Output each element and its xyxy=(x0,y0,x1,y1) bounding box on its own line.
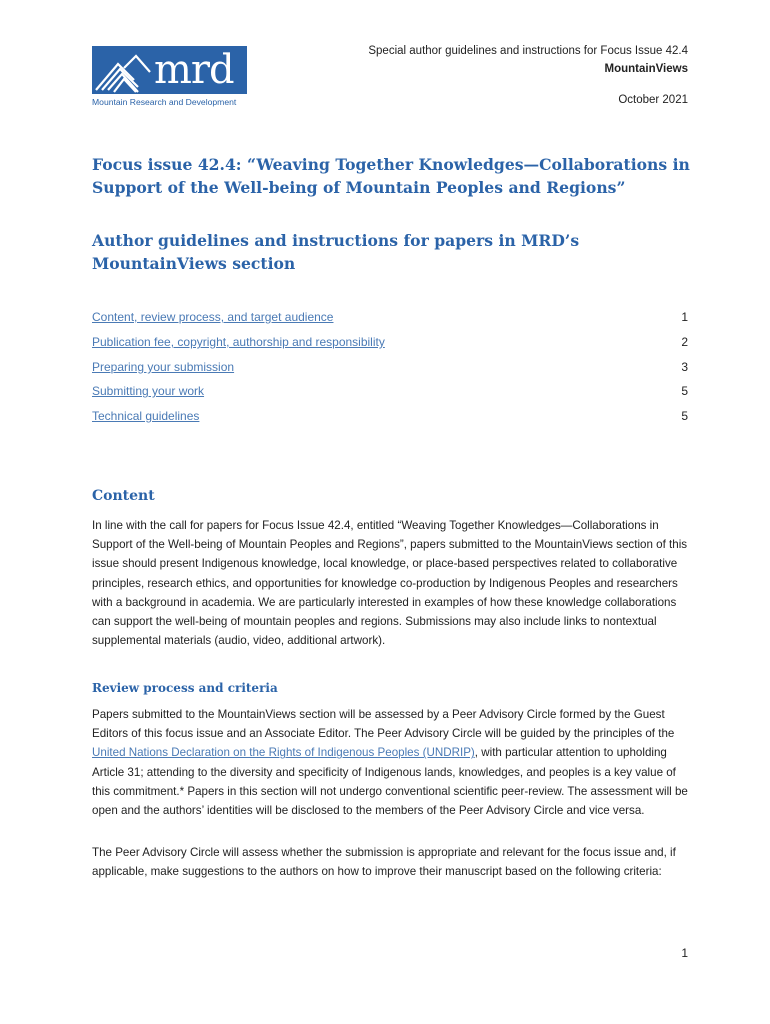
toc-row xyxy=(92,360,688,376)
toc-page-number: 1 xyxy=(681,310,688,324)
toc-page-number: 5 xyxy=(681,384,688,398)
focus-issue-title: Focus issue 42.4: “Weaving Together Knowledges—Collaborations in Support of the Well-being of Mountain Peoples and Regions” xyxy=(92,155,690,197)
undrip-link[interactable]: United Nations Declaration on the Rights of Indigenous Peoples (UNDRIP) xyxy=(92,746,475,760)
review-text-before: Papers submitted to the MountainViews section will be assessed by a Peer Advisory Circle formed by the Guest Editors of this focus issue and an Associate Editor. The Peer Advisory Circle will be guided by the principles of the xyxy=(92,708,675,741)
header-section: MountainViews xyxy=(604,63,688,75)
content-paragraph: In line with the call for papers for Focus Issue 42.4, entitled “Weaving Together Knowledges—Collaborations in Support of the Well-being of Mountain Peoples and Regions”, papers submitted to the MountainViews section of this issue should present Indigenous knowledge, local knowledge, or place-based perspectives related to collaborative principles, research ethics, and opportunities for knowledge co-production by Indigenous Peoples and researchers with a background in academia. We are particularly interested in examples of how these knowledge collaborations can support the well-being of mountain peoples and regions. Submissions may also include links to nontextual supplemental materials (audio, video, additional artwork). xyxy=(92,519,688,648)
logo-box xyxy=(92,46,247,94)
toc-row xyxy=(92,310,688,326)
toc-row xyxy=(92,384,688,400)
content-heading: Content xyxy=(92,488,155,504)
toc-page-number: 2 xyxy=(681,335,688,349)
logo-wordmark: mrd xyxy=(154,47,234,93)
toc-link-content[interactable]: Content, review process, and target audience xyxy=(92,310,334,324)
guidelines-title: Author guidelines and instructions for papers in MRD’s MountainViews section xyxy=(92,231,580,273)
header-date: October 2021 xyxy=(618,94,688,106)
toc-link-preparing[interactable]: Preparing your submission xyxy=(92,360,235,374)
mountain-icon xyxy=(92,46,152,94)
mrd-logo xyxy=(92,46,248,110)
toc-link-submitting[interactable]: Submitting your work xyxy=(92,384,205,398)
review-text-after: , with particular attention to upholding Article 31; attending to the diversity and specificity of Indigenous lands, knowledges, and peoples is a key value of this commitment.* Papers in this section will not undergo conventional scientific peer-review. The assessment will be open and the authors’ identities will be disclosed to the members of the Peer Advisory Circle and vice versa. xyxy=(92,746,688,818)
review-paragraph-2: The Peer Advisory Circle will assess whether the submission is appropriate and relevant for the focus issue and, if applicable, make suggestions to the authors on how to improve their manuscript based on the following criteria: xyxy=(92,846,676,879)
logo-caption: Mountain Research and Development xyxy=(92,97,237,107)
toc-row xyxy=(92,409,688,425)
toc-row xyxy=(92,335,688,351)
header-subtitle: Special author guidelines and instructions for Focus Issue 42.4 xyxy=(368,45,688,57)
review-heading: Review process and criteria xyxy=(92,681,278,695)
page-number: 1 xyxy=(681,946,688,960)
review-paragraph-1 xyxy=(92,705,692,820)
toc-page-number: 3 xyxy=(681,360,688,374)
toc-page-number: 5 xyxy=(681,409,688,423)
toc-link-technical[interactable]: Technical guidelines xyxy=(92,409,200,423)
toc-link-publication-fee[interactable]: Publication fee, copyright, authorship and responsibility xyxy=(92,335,385,349)
